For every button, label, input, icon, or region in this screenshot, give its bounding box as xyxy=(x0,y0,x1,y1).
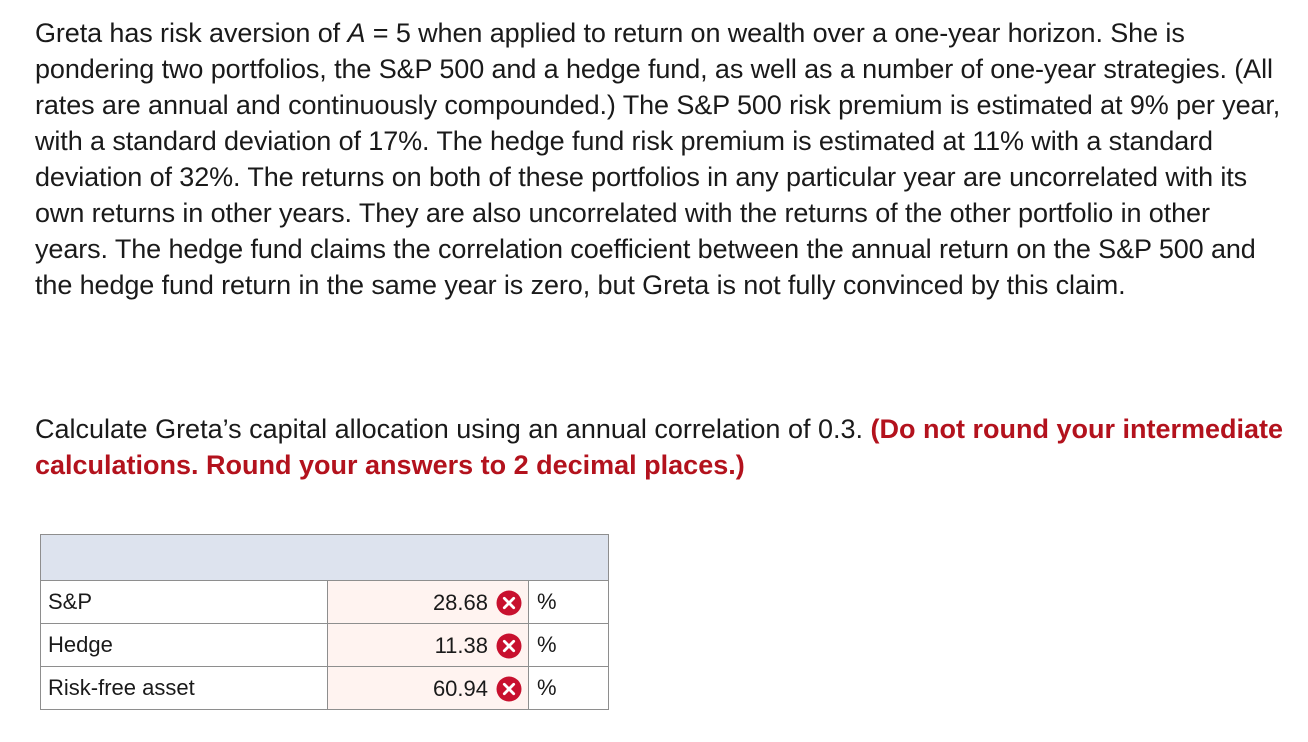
unit-label: % xyxy=(529,624,609,667)
table-row xyxy=(41,624,609,667)
answer-input-sp[interactable] xyxy=(328,581,529,624)
table-row xyxy=(41,581,609,624)
answer-value: 28.68 xyxy=(432,589,488,615)
row-label: Risk-free asset xyxy=(41,667,328,710)
unit-label: % xyxy=(529,667,609,710)
row-label: S&P xyxy=(41,581,328,624)
incorrect-x-icon xyxy=(496,676,522,702)
instruction-text xyxy=(35,411,1285,483)
unit-label: % xyxy=(529,581,609,624)
incorrect-x-icon xyxy=(496,633,522,659)
answer-value: 11.38 xyxy=(434,632,488,658)
rounding-note: (Do not round your intermediate calculations. Round your answers to 2 decimal places.) xyxy=(35,414,1284,480)
table-header-row xyxy=(41,535,609,581)
question-text xyxy=(35,15,1285,303)
table-header-cell xyxy=(41,535,609,581)
answer-table xyxy=(40,534,609,710)
answer-input-risk-free[interactable] xyxy=(328,667,529,710)
answer-value: 60.94 xyxy=(432,675,488,701)
answer-input-hedge[interactable] xyxy=(328,624,529,667)
incorrect-x-icon xyxy=(496,590,522,616)
question-part-2: = 5 when applied to return on wealth over a one-year horizon. She is pondering two portfolios, the S&P 500 and a hedge fund, as well as a number of one-year strategies. (All rates are annual and continuously compounded.) The S&P 500 risk premium is estimated at 9% per year, with a standard deviation of 17%. The hedge fund risk premium is estimated at 11% with a standard deviation of 32%. The returns on both of these portfolios in any particular year are uncorrelated with its own returns in other years. They are also uncorrelated with the returns of the other portfolio in other years. The hedge fund claims the correlation coefficient between the annual return on the S&P 500 and the hedge fund return in the same year is zero, but Greta is not fully convinced by this claim. xyxy=(35,18,1281,300)
row-label: Hedge xyxy=(41,624,328,667)
instruction-main: Calculate Greta’s capital allocation using an annual correlation of 0.3. xyxy=(35,414,871,444)
risk-aversion-variable: A xyxy=(347,18,366,48)
table-row xyxy=(41,667,609,710)
question-part-1: Greta has risk aversion of xyxy=(35,18,348,48)
